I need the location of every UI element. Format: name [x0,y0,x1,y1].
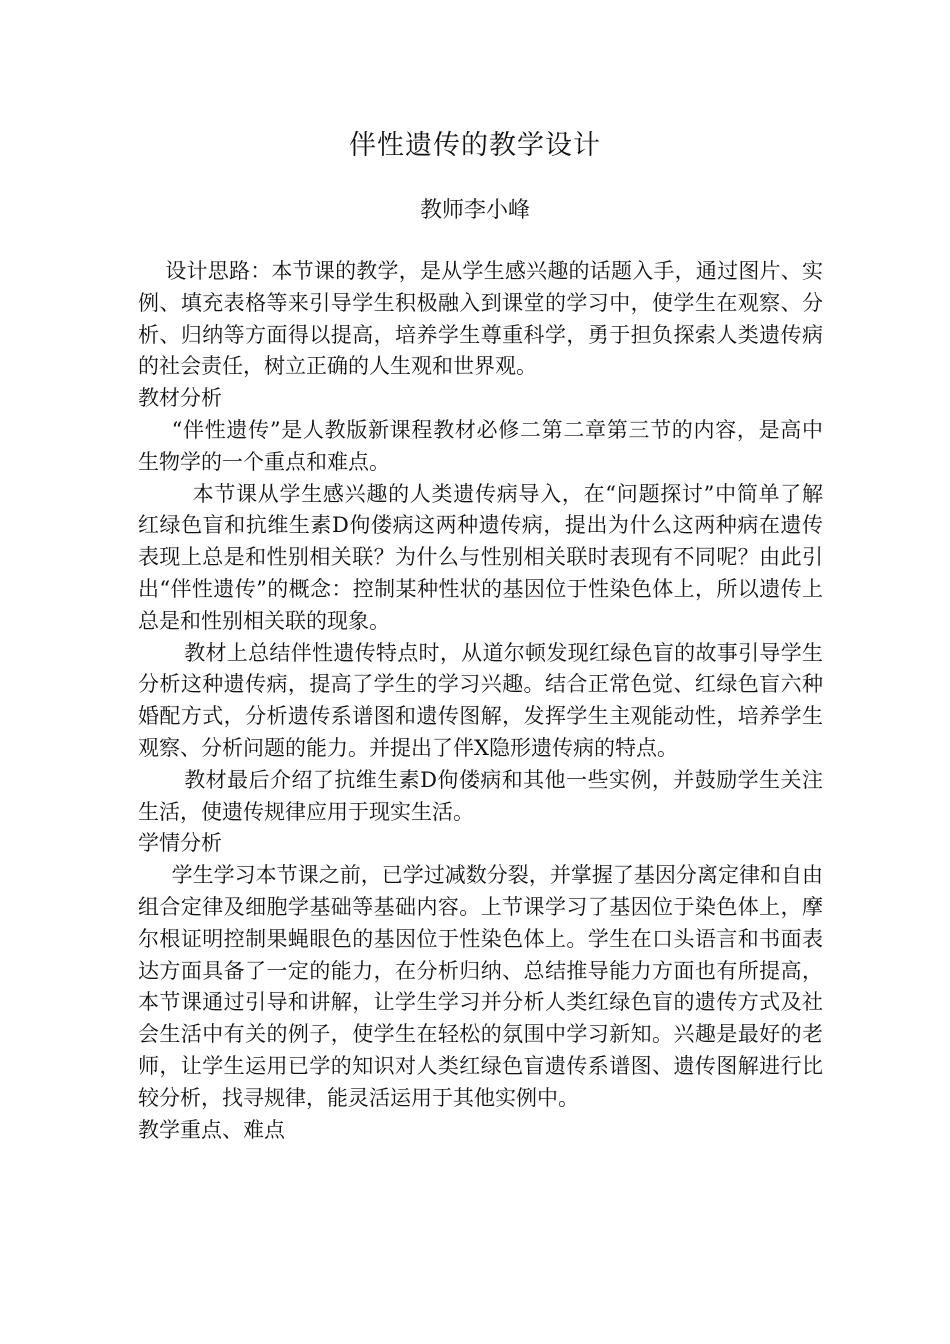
document-author: 教师李小峰 [419,198,530,223]
body-paragraph: 学生学习本节课之前，已学过减数分裂，并掌握了基因分离定律和自由组合定律及细胞学基础等基础内容。上节课学习了基因位于染色体上，摩尔根证明控制果蝇眼色的基因位于性染色体上。学生在口头语言和书面表达方面具备了一定的能力，在分析归纳、总结推导能力方面也有所提高，本节课通过引导和讲解，让学生学习并分析人类红绿色盲的遗传方式及社会生活中有关的例子，使学生在轻松的氛围中学习新知。兴趣是最好的老师，让学生运用已学的知识对人类红绿色盲遗传系谱图、遗传图解进行比较分析，找寻规律，能灵活运用于其他实例中。 [138,863,823,1110]
document-title: 伴性遗传的教学设计 [349,130,601,161]
body-paragraph: 教材最后介绍了抗维生素D佝偻病和其他一些实例，并鼓励学生关注生活，使遗传规律应用于现实生活。 [138,767,823,824]
body-paragraph: 设计思路：本节课的教学，是从学生感兴趣的话题入手，通过图片、实例、填充表格等来引导学生积极融入到课堂的学习中，使学生在观察、分析、归纳等方面得以提高，培养学生尊重科学，勇于担负探索人类遗传病的社会责任，树立正确的人生观和世界观。 [138,259,823,379]
body-paragraph: 本节课从学生感兴趣的人类遗传病导入，在“问题探讨”中简单了解红绿色盲和抗维生素D佝偻病这两种遗传病，提出为什么这两种病在遗传表现上总是和性别相关联？为什么与性别相关联时表现有不同呢？由此引出“伴性遗传”的概念：控制某种性状的基因位于性染色体上，所以遗传上总是和性别相关联的现象。 [138,481,823,633]
section-heading: 学情分析 [138,831,222,856]
section-heading: 教材分析 [138,386,222,411]
document-body [138,256,823,1146]
body-paragraph: “伴性遗传”是人教版新课程教材必修二第二章第三节的内容，是高中生物学的一个重点和难点。 [138,417,823,474]
body-paragraph: 教材上总结伴性遗传特点时，从道尔顿发现红绿色盲的故事引导学生分析这种遗传病，提高了学生的学习兴趣。结合正常色觉、红绿色盲六种婚配方式，分析遗传系谱图和遗传图解，发挥学生主观能动性，培养学生观察、分析问题的能力。并提出了伴X隐形遗传病的特点。 [138,640,823,760]
section-heading: 教学重点、难点 [138,1117,285,1142]
